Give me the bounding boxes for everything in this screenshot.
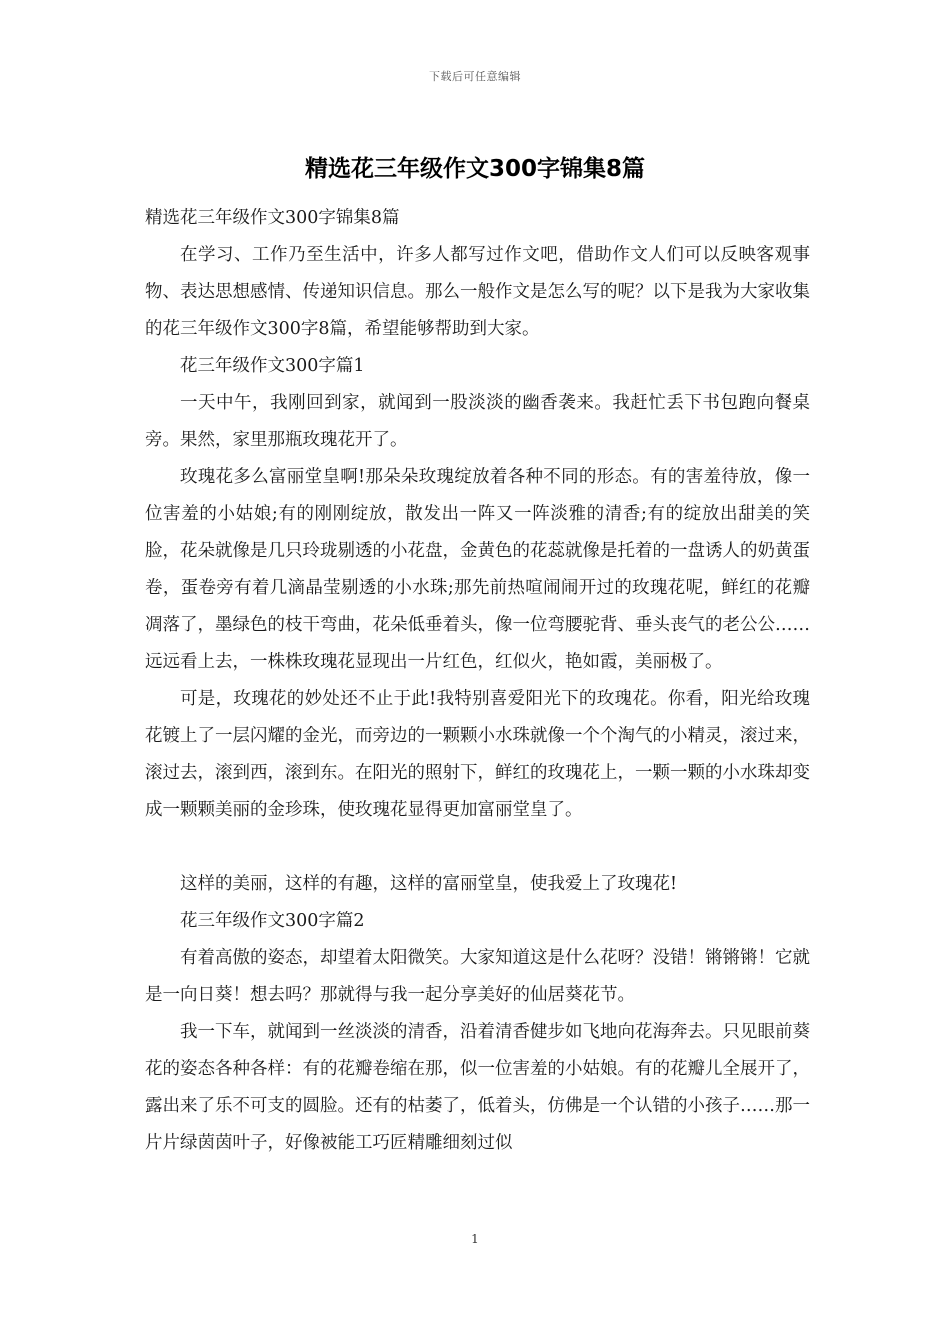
- header-note: 下载后可任意编辑: [429, 70, 521, 83]
- page-number: 1: [471, 1232, 479, 1246]
- body-paragraph: 一天中午，我刚回到家，就闻到一股淡淡的幽香袭来。我赶忙丢下书包跑向餐桌旁。果然，家里那瓶玫瑰花开了。: [145, 393, 810, 450]
- body-paragraph: 玫瑰花多么富丽堂皇啊!那朵朵玫瑰绽放着各种不同的形态。有的害羞待放，像一位害羞的小姑娘;有的刚刚绽放，散发出一阵又一阵淡雅的清香;有的绽放出甜美的笑脸，花朵就像是几只玲珑剔透的小花盘，金黄色的花蕊就像是托着的一盘诱人的奶黄蛋卷，蛋卷旁有着几滴晶莹剔透的小水珠;那先前热喧闹闹开过的玫瑰花呢，鲜红的花瓣凋落了，墨绿色的枝干弯曲，花朵低垂着头，像一位弯腰驼背、垂头丧气的老公公……远远看上去，一株株玫瑰花显现出一片红色，红似火，艳如霞，美丽极了。: [145, 467, 810, 672]
- body-paragraph: 可是，玫瑰花的妙处还不止于此!我特别喜爱阳光下的玫瑰花。你看，阳光给玫瑰花镀上了一层闪耀的金光，而旁边的一颗颗小水珠就像一个个淘气的小精灵，滚过来，滚过去，滚到西，滚到东。在阳光的照射下，鲜红的玫瑰花上，一颗一颗的小水珠却变成一颗颗美丽的金珍珠，使玫瑰花显得更加富丽堂皇了。: [145, 689, 810, 820]
- section-heading-1: 花三年级作文300字篇1: [180, 356, 365, 376]
- body-paragraph: 我一下车，就闻到一丝淡淡的清香，沿着清香健步如飞地向花海奔去。只见眼前葵花的姿态各种各样：有的花瓣卷缩在那，似一位害羞的小姑娘。有的花瓣儿全展开了，露出来了乐不可支的圆脸。还有的枯萎了，低着头，仿佛是一个认错的小孩子……那一片片绿茵茵叶子，好像被能工巧匠精雕细刻过似: [145, 1022, 810, 1153]
- intro-paragraph: 在学习、工作乃至生活中，许多人都写过作文吧，借助作文人们可以反映客观事物、表达思想感情、传递知识信息。那么一般作文是怎么写的呢？以下是我为大家收集的花三年级作文300字8篇，希望能够帮助到大家。: [145, 245, 810, 339]
- section-heading-2: 花三年级作文300字篇2: [180, 911, 365, 931]
- document-subtitle: 精选花三年级作文300字锦集8篇: [145, 208, 400, 228]
- body-paragraph: 这样的美丽，这样的有趣，这样的富丽堂皇，使我爱上了玫瑰花!: [180, 874, 678, 894]
- document-body: [145, 200, 810, 1162]
- body-paragraph: 有着高傲的姿态，却望着太阳微笑。大家知道这是什么花呀？没错！锵锵锵！它就是一向日葵！想去吗？那就得与我一起分享美好的仙居葵花节。: [145, 948, 810, 1005]
- document-title: 精选花三年级作文300字锦集8篇: [304, 156, 645, 182]
